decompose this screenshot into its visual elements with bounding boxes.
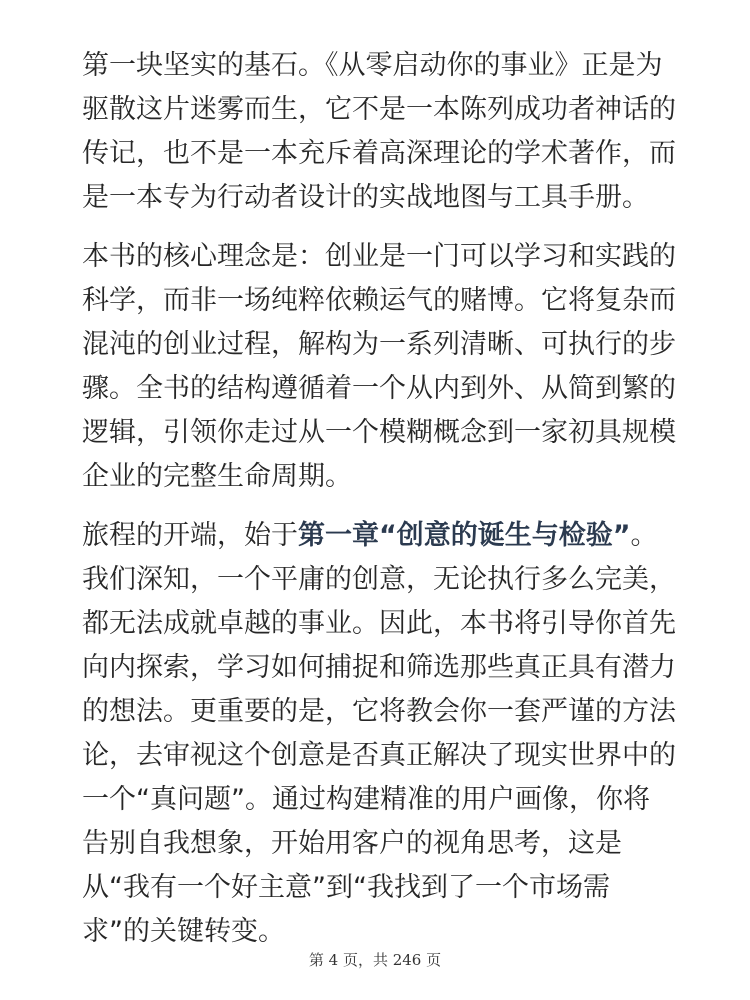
text-line-with-emphasis: [82, 514, 672, 558]
text-line: 企业的完整生命周期。: [82, 461, 352, 492]
text-line: 骤。全书的结构遵循着一个从内到外、从简到繁的: [82, 373, 676, 404]
text-line: 驱散这片迷雾而生，它不是一本陈列成功者神话的: [82, 94, 676, 125]
text-line: 我们深知，一个平庸的创意，无论执行多么完美，: [82, 564, 676, 595]
text-line: 逻辑，引领你走过从一个模糊概念到一家初具规模: [82, 417, 676, 448]
text-line: 的想法。更重要的是，它将教会你一套严谨的方法: [82, 696, 676, 727]
paragraph-1: [82, 44, 676, 220]
paragraph-2: [82, 235, 676, 499]
text-line: 都无法成就卓越的事业。因此，本书将引导你首先: [82, 608, 676, 639]
text-line: 从“我有一个好主意”到“我找到了一个市场需: [82, 872, 610, 903]
paragraph-3: [82, 514, 676, 954]
line-prefix: 旅程的开端，始于: [82, 520, 298, 551]
body-text: [82, 44, 676, 969]
chapter-reference-emphasis: 第一章“创意的诞生与检验”: [298, 520, 631, 551]
text-line: 求”的关键转变。: [82, 916, 285, 947]
page-number-footer: 第 4 页，共 246 页: [308, 951, 442, 969]
text-line: 向内探索，学习如何捕捉和筛选那些真正具有潜力: [82, 652, 676, 683]
text-line: 一个“真问题”。通过构建精准的用户画像，你将: [82, 784, 650, 815]
text-line: 是一本专为行动者设计的实战地图与工具手册。: [82, 182, 649, 213]
line-suffix: 。: [630, 520, 658, 551]
text-line: 告别自我想象，开始用客户的视角思考，这是: [82, 828, 622, 859]
text-line: 第一块坚实的基石。《从零启动你的事业》正是为: [82, 50, 663, 81]
text-line: 科学，而非一场纯粹依赖运气的赌博。它将复杂而: [82, 285, 676, 316]
text-line: 传记，也不是一本充斥着高深理论的学术著作，而: [82, 138, 676, 169]
text-line: 论，去审视这个创意是否真正解决了现实世界中的: [82, 740, 676, 771]
text-line: 本书的核心理念是：创业是一门可以学习和实践的: [82, 241, 676, 272]
text-line: 混沌的创业过程，解构为一系列清晰、可执行的步: [82, 329, 676, 360]
